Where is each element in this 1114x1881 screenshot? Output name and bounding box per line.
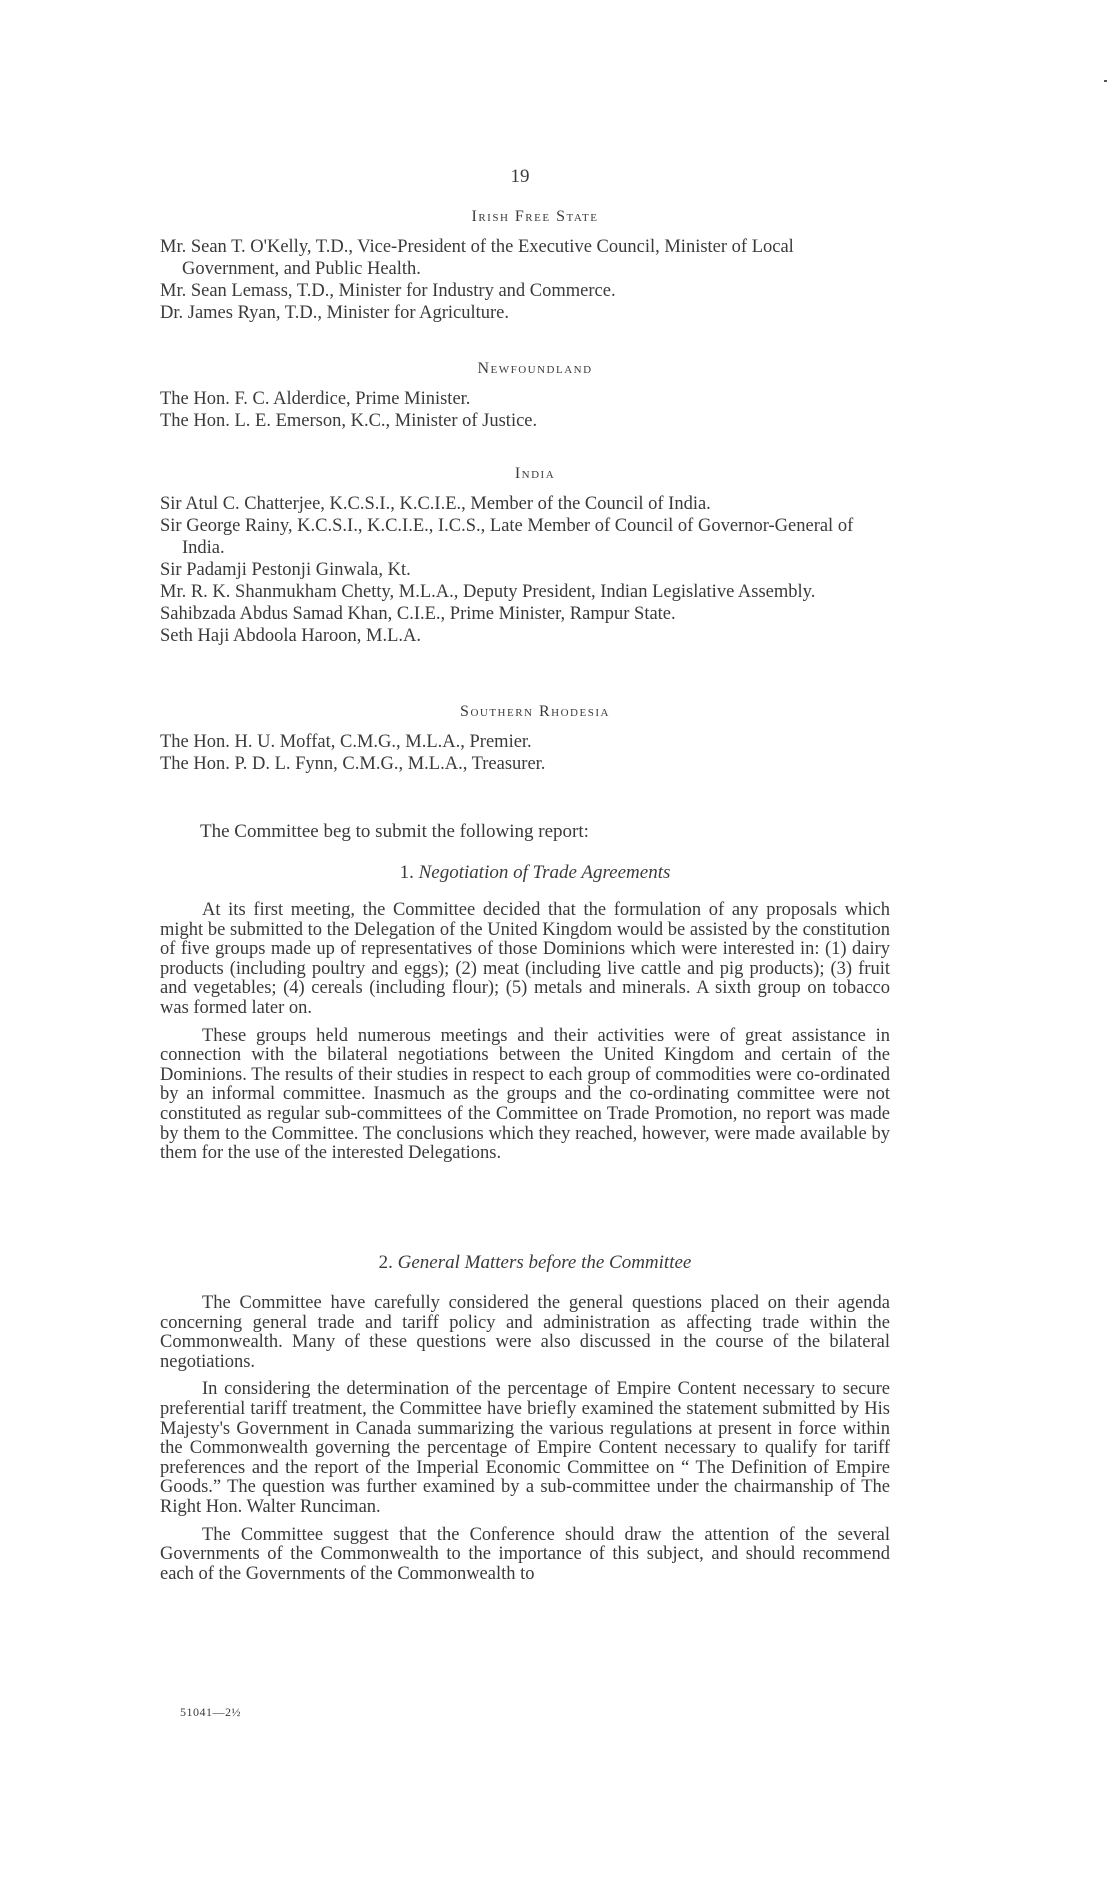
page-number: 19 bbox=[510, 166, 530, 187]
member-entry: Sir George Rainy, K.C.S.I., K.C.I.E., I.C.S., Late Member of Council of Governor-General of India. bbox=[160, 516, 854, 558]
delegation-heading: Irish Free State bbox=[471, 208, 599, 225]
member-entry: Sir Padamji Pestonji Ginwala, Kt. bbox=[160, 560, 411, 580]
section-title: Negotiation of Trade Agreements bbox=[418, 862, 671, 883]
paragraph: At its first meeting, the Committee decided that the formulation of any proposals which might be submitted to the Delegation of the United Kingdom would be assisted by the constitution of five groups made up of representatives of those Dominions which were interested in: (1) dairy products (including poultry and eggs); (2) meat (including live cattle and pig products); (3) fruit and vegetables; (4) cereals (including flour); (5) metals and minerals. A sixth group on tobacco was formed later on. bbox=[160, 900, 890, 1018]
print-code: 51041—2½ bbox=[180, 1705, 241, 1719]
member-entry: Mr. Sean Lemass, T.D., Minister for Industry and Commerce. bbox=[160, 281, 616, 301]
section-1-body bbox=[160, 901, 890, 1172]
delegation-india bbox=[160, 465, 890, 647]
delegation-heading: Newfoundland bbox=[477, 360, 593, 377]
member-entry: Seth Haji Abdoola Haroon, M.L.A. bbox=[160, 626, 422, 646]
section-general-matters bbox=[160, 1252, 890, 1274]
section-heading bbox=[160, 1252, 890, 1274]
member-list bbox=[160, 493, 890, 647]
intro-text: The Committee beg to submit the following report: bbox=[200, 821, 589, 842]
member-entry: Mr. R. K. Shanmukham Chetty, M.L.A., Deputy President, Indian Legislative Assembly. bbox=[160, 582, 816, 602]
section-number: 2. bbox=[378, 1252, 393, 1273]
member-entry: The Hon. H. U. Moffat, C.M.G., M.L.A., Premier. bbox=[160, 732, 532, 752]
scan-mark bbox=[1104, 80, 1107, 82]
member-entry: The Hon. L. E. Emerson, K.C., Minister of Justice. bbox=[160, 411, 538, 431]
member-entry: The Hon. F. C. Alderdice, Prime Minister. bbox=[160, 389, 471, 409]
paragraph: In considering the determination of the percentage of Empire Content necessary to secure preferential tariff treatment, the Committee have briefly examined the statement submitted by His Majesty's Government in Canada summarizing the various regulations at present in force within the Commonwealth governing the percentage of Empire Content necessary to qualify for tariff preferences and the report of the Imperial Economic Committee on “ The Definition of Empire Goods.” The question was further examined by a sub-committee under the chairmanship of The Right Hon. Walter Runciman. bbox=[160, 1379, 890, 1517]
section-2-body bbox=[160, 1294, 890, 1592]
delegation-heading: India bbox=[514, 465, 556, 482]
member-entry: Mr. Sean T. O'Kelly, T.D., Vice-President of the Executive Council, Minister of Local Government, and Public Health. bbox=[160, 237, 794, 279]
member-entry: The Hon. P. D. L. Fynn, C.M.G., M.L.A., Treasurer. bbox=[160, 754, 546, 774]
member-entry: Sir Atul C. Chatterjee, K.C.S.I., K.C.I.E., Member of the Council of India. bbox=[160, 494, 711, 514]
member-list bbox=[160, 236, 890, 324]
section-negotiation-of-trade-agreements bbox=[160, 862, 890, 884]
section-heading bbox=[160, 862, 890, 884]
delegation-irish-free-state bbox=[160, 208, 890, 324]
delegation-heading: Southern Rhodesia bbox=[460, 703, 610, 720]
paragraph: The Committee suggest that the Conference should draw the attention of the several Governments of the Commonwealth to the importance of this subject, and should recommend each of the Governments of the Commonwealth to bbox=[160, 1524, 890, 1584]
report-intro bbox=[160, 821, 890, 843]
paragraph: These groups held numerous meetings and their activities were of great assistance in connection with the bilateral negotiations between the United Kingdom and certain of the Dominions. The results of their studies in respect to each group of commodities were co-ordinated by an informal committee. Inasmuch as the groups and the co-ordinating committee were not constituted as regular sub-committees of the Committee on Trade Promotion, no report was made by them to the Committee. The conclusions which they reached, however, were made available by them for the use of the interested Delegations. bbox=[160, 1025, 890, 1164]
paragraph: The Committee have carefully considered the general questions placed on their agenda concerning general trade and tariff policy and administration as affecting trade within the Commonwealth. Many of these questions were also discussed in the course of the bilateral negotiations. bbox=[160, 1293, 890, 1372]
section-title: General Matters before the Committee bbox=[397, 1252, 692, 1273]
member-list bbox=[160, 388, 890, 432]
delegation-newfoundland bbox=[160, 360, 890, 432]
delegation-southern-rhodesia bbox=[160, 703, 890, 775]
section-number: 1. bbox=[399, 862, 414, 883]
member-entry: Sahibzada Abdus Samad Khan, C.I.E., Prime Minister, Rampur State. bbox=[160, 604, 676, 624]
member-list bbox=[160, 731, 890, 775]
member-entry: Dr. James Ryan, T.D., Minister for Agriculture. bbox=[160, 303, 509, 323]
